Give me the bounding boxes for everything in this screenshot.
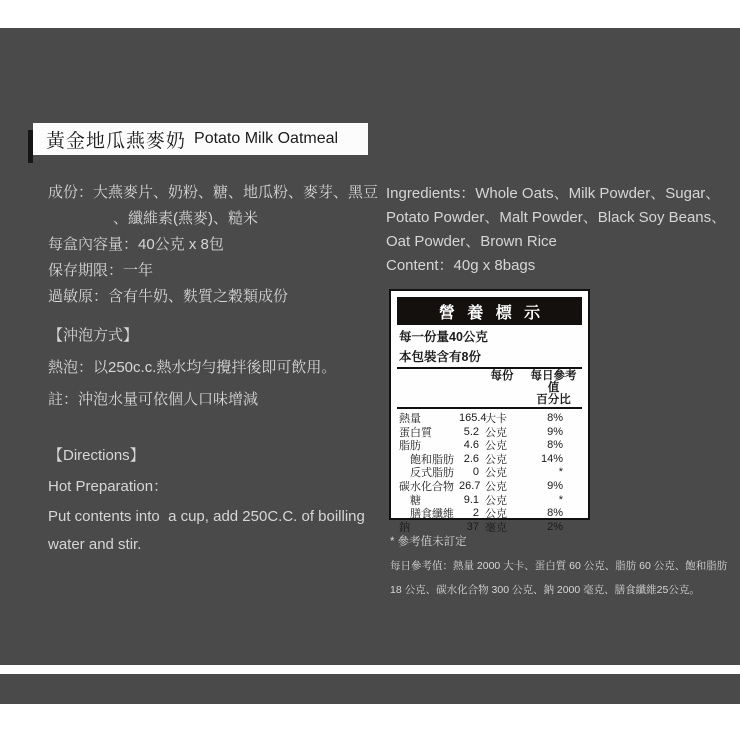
- footnote-daily-line2: 18 公克、碳水化合物 300 公克、鈉 2000 毫克、膳食纖維25公克。: [390, 584, 700, 596]
- nutrient-name: 蛋白質: [399, 426, 432, 439]
- ingredients-en-line1: Ingredients：Whole Oats、Milk Powder、Sugar、: [386, 185, 721, 202]
- serving-size: 每一份量40公克: [399, 330, 488, 344]
- nutrient-value: 4.6: [463, 439, 479, 452]
- nutrition-row: [397, 478, 582, 492]
- product-info-column: [48, 180, 384, 558]
- footnote-daily-values: [386, 554, 730, 602]
- nutrition-row: [397, 505, 582, 519]
- nutrition-row: [397, 410, 582, 424]
- nutrient-daily-percent: 8%: [547, 412, 563, 424]
- nutrient-daily-percent: 14%: [540, 452, 563, 465]
- nutrient-name: 飽和脂肪: [399, 453, 454, 466]
- nutrition-divider-top: [397, 367, 582, 369]
- nutrient-daily-percent: 8%: [547, 439, 563, 452]
- nutrient-daily-percent: 9%: [547, 479, 563, 492]
- footnote-star: * 參考值未訂定: [390, 536, 467, 548]
- directions-line1: Put contents into a cup, add 250C.C. of boilling: [48, 508, 365, 525]
- ingredients-en-line3: Oat Powder、Brown Rice: [386, 233, 557, 250]
- nutrition-label: [389, 289, 590, 534]
- col-per-serving: 每份: [490, 370, 514, 382]
- nutrient-daily-percent: 2%: [547, 520, 563, 533]
- brew-heading: 【沖泡方式】: [48, 327, 139, 344]
- col-daily-value-line2: 百分比: [536, 394, 571, 406]
- nutrition-row: [397, 451, 582, 465]
- nutrient-value: 9.1: [463, 493, 479, 506]
- nutrient-unit: 毫克: [485, 521, 507, 534]
- nutrition-row: [397, 464, 582, 478]
- nutrient-name: 鈉: [399, 521, 410, 534]
- nutrient-name: 膳食纖維: [399, 508, 454, 521]
- nutrition-column-headers: [397, 370, 582, 406]
- directions-subheading: Hot Preparation：: [48, 478, 169, 495]
- footnote-daily-line1: 每日參考值：熱量 2000 大卡、蛋白質 60 公克、脂肪 60 公克、飽和脂肪: [390, 560, 728, 572]
- nutrition-table: [397, 410, 582, 532]
- content-per-box: 每盒內容量：40公克 x 8包: [48, 236, 224, 253]
- nutrient-unit: 公克: [485, 453, 507, 466]
- nutrient-name: 反式脂肪: [399, 467, 454, 480]
- nutrient-name: 脂肪: [399, 440, 421, 453]
- shelf-life: 保存期限：一年: [48, 262, 154, 279]
- page-title: [33, 123, 368, 155]
- nutrient-unit: 公克: [485, 467, 507, 480]
- nutrient-value: 26.7: [459, 479, 481, 492]
- nutrient-name: 熱量: [399, 413, 421, 425]
- nutrient-unit: 公克: [485, 494, 507, 507]
- directions-heading: 【Directions】: [48, 447, 145, 464]
- product-name-zh: 黃金地瓜燕麥奶: [46, 130, 187, 152]
- english-info-column: [386, 182, 730, 602]
- servings-per-pack: 本包裝含有8份: [399, 349, 481, 364]
- ingredients-en-line2: Potato Powder、Malt Powder、Black Soy Beans、: [386, 209, 727, 226]
- nutrient-name: 碳水化合物: [399, 480, 454, 493]
- nutrient-unit: 大卡: [485, 413, 507, 425]
- nutrient-value: 0: [472, 466, 479, 479]
- dark-bottom-band: [0, 674, 740, 704]
- nutrition-row: [397, 424, 582, 438]
- nutrient-daily-percent: 8%: [547, 507, 563, 520]
- col-daily-value-line1: 每日參考值: [530, 370, 577, 394]
- nutrient-value: 2.6: [463, 452, 479, 465]
- nutrition-label-title: 營 養 標 示: [397, 297, 582, 325]
- nutrition-divider-bottom: [397, 407, 582, 409]
- nutrient-unit: 公克: [485, 508, 507, 521]
- nutrient-value: 37: [466, 520, 479, 533]
- nutrient-unit: 公克: [485, 440, 507, 453]
- directions-line2: water and stir.: [48, 536, 142, 553]
- nutrition-row: [397, 492, 582, 506]
- nutrient-daily-percent: 9%: [547, 425, 563, 438]
- content-en: Content：40g x 8bags: [386, 257, 536, 274]
- brew-hot-instruction: 熱泡：以250c.c.熱水均勻攪拌後即可飲用。: [48, 359, 337, 376]
- nutrient-name: 糖: [399, 494, 421, 507]
- nutrition-row: [397, 519, 582, 533]
- allergen-info: 過敏原：含有牛奶、麩質之穀類成份: [48, 288, 289, 305]
- nutrient-unit: 公克: [485, 480, 507, 493]
- nutrient-daily-percent: *: [558, 466, 563, 479]
- nutrient-daily-percent: *: [558, 493, 563, 506]
- nutrient-value: 165.4: [459, 412, 487, 424]
- brew-note: 註：沖泡水量可依個人口味增減: [48, 391, 259, 408]
- product-name-en: Potato Milk Oatmeal: [194, 130, 339, 147]
- nutrient-value: 5.2: [463, 425, 479, 438]
- ingredients-zh-line2: 、纖維素(燕麥)、糙米: [113, 210, 258, 227]
- nutrition-row: [397, 437, 582, 451]
- ingredients-zh-line1: 成份：大燕麥片、奶粉、糖、地瓜粉、麥芽、黑豆: [48, 184, 379, 201]
- nutrient-unit: 公克: [485, 426, 507, 439]
- nutrient-value: 2: [472, 507, 479, 520]
